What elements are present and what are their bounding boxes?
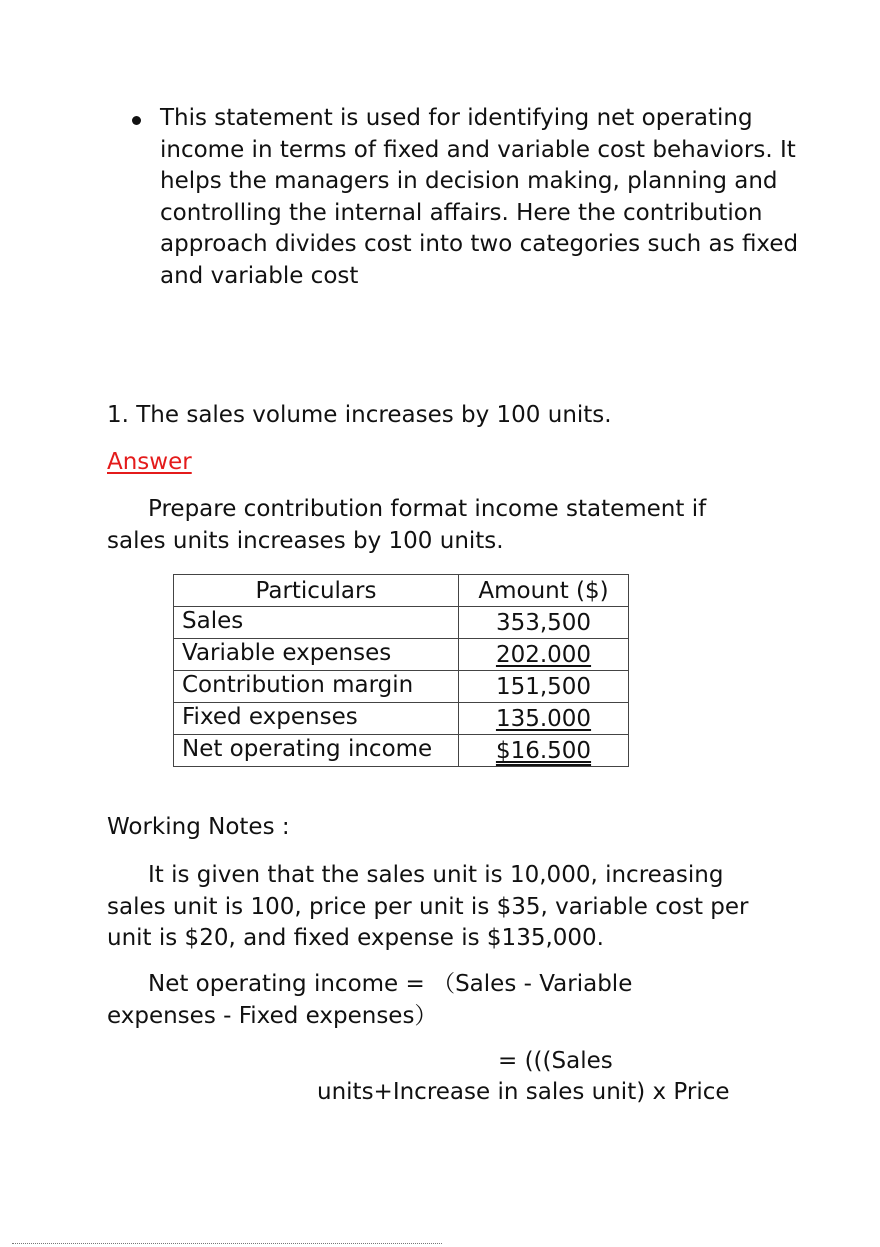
amount-value: $16.500 xyxy=(495,738,592,764)
bullet-paragraph: This statement is used for identifying net operating income in terms of fixed and variable cost behaviors. It helps the managers in decision making, planning and controlling the internal affairs. Here the contribution approach divides cost into two categories such as fixed and variable cost xyxy=(160,105,799,289)
table-header-row xyxy=(174,575,629,607)
amount-value: 135.000 xyxy=(495,706,592,732)
noi-formula: Net operating income = （Sales - Variable expenses - Fixed expenses） xyxy=(107,971,633,1029)
bullet-icon xyxy=(132,116,141,125)
header-amount: Amount ($) xyxy=(459,575,629,607)
equation-line-2: units+Increase in sales unit) x Price xyxy=(317,1079,730,1105)
working-notes-title: Working Notes : xyxy=(107,814,290,840)
row-label: Fixed expenses xyxy=(174,703,459,735)
row-amount xyxy=(459,735,629,767)
row-amount xyxy=(459,703,629,735)
equation-line-1: = (((Sales xyxy=(498,1048,613,1074)
footer-divider xyxy=(12,1243,442,1244)
amount-value: 151,500 xyxy=(495,674,592,700)
row-label: Sales xyxy=(174,607,459,639)
given-paragraph: It is given that the sales unit is 10,000, increasing sales unit is 100, price per unit is $35, variable cost per unit is $20, and fixed expense is $135,000. xyxy=(107,862,749,951)
income-statement-table xyxy=(173,574,629,767)
amount-value: 202.000 xyxy=(495,642,592,668)
row-label: Net operating income xyxy=(174,735,459,767)
intro-paragraph: Prepare contribution format income statement if sales units increases by 100 units. xyxy=(107,496,707,554)
table-row xyxy=(174,735,629,767)
row-amount xyxy=(459,639,629,671)
table-row xyxy=(174,639,629,671)
row-amount xyxy=(459,671,629,703)
table-row xyxy=(174,671,629,703)
row-label: Variable expenses xyxy=(174,639,459,671)
row-amount xyxy=(459,607,629,639)
row-label: Contribution margin xyxy=(174,671,459,703)
table-row xyxy=(174,607,629,639)
table-row xyxy=(174,703,629,735)
question-text: 1. The sales volume increases by 100 units. xyxy=(107,402,612,428)
answer-heading: Answer xyxy=(107,449,192,475)
amount-value: 353,500 xyxy=(495,610,592,636)
header-particulars: Particulars xyxy=(174,575,459,607)
